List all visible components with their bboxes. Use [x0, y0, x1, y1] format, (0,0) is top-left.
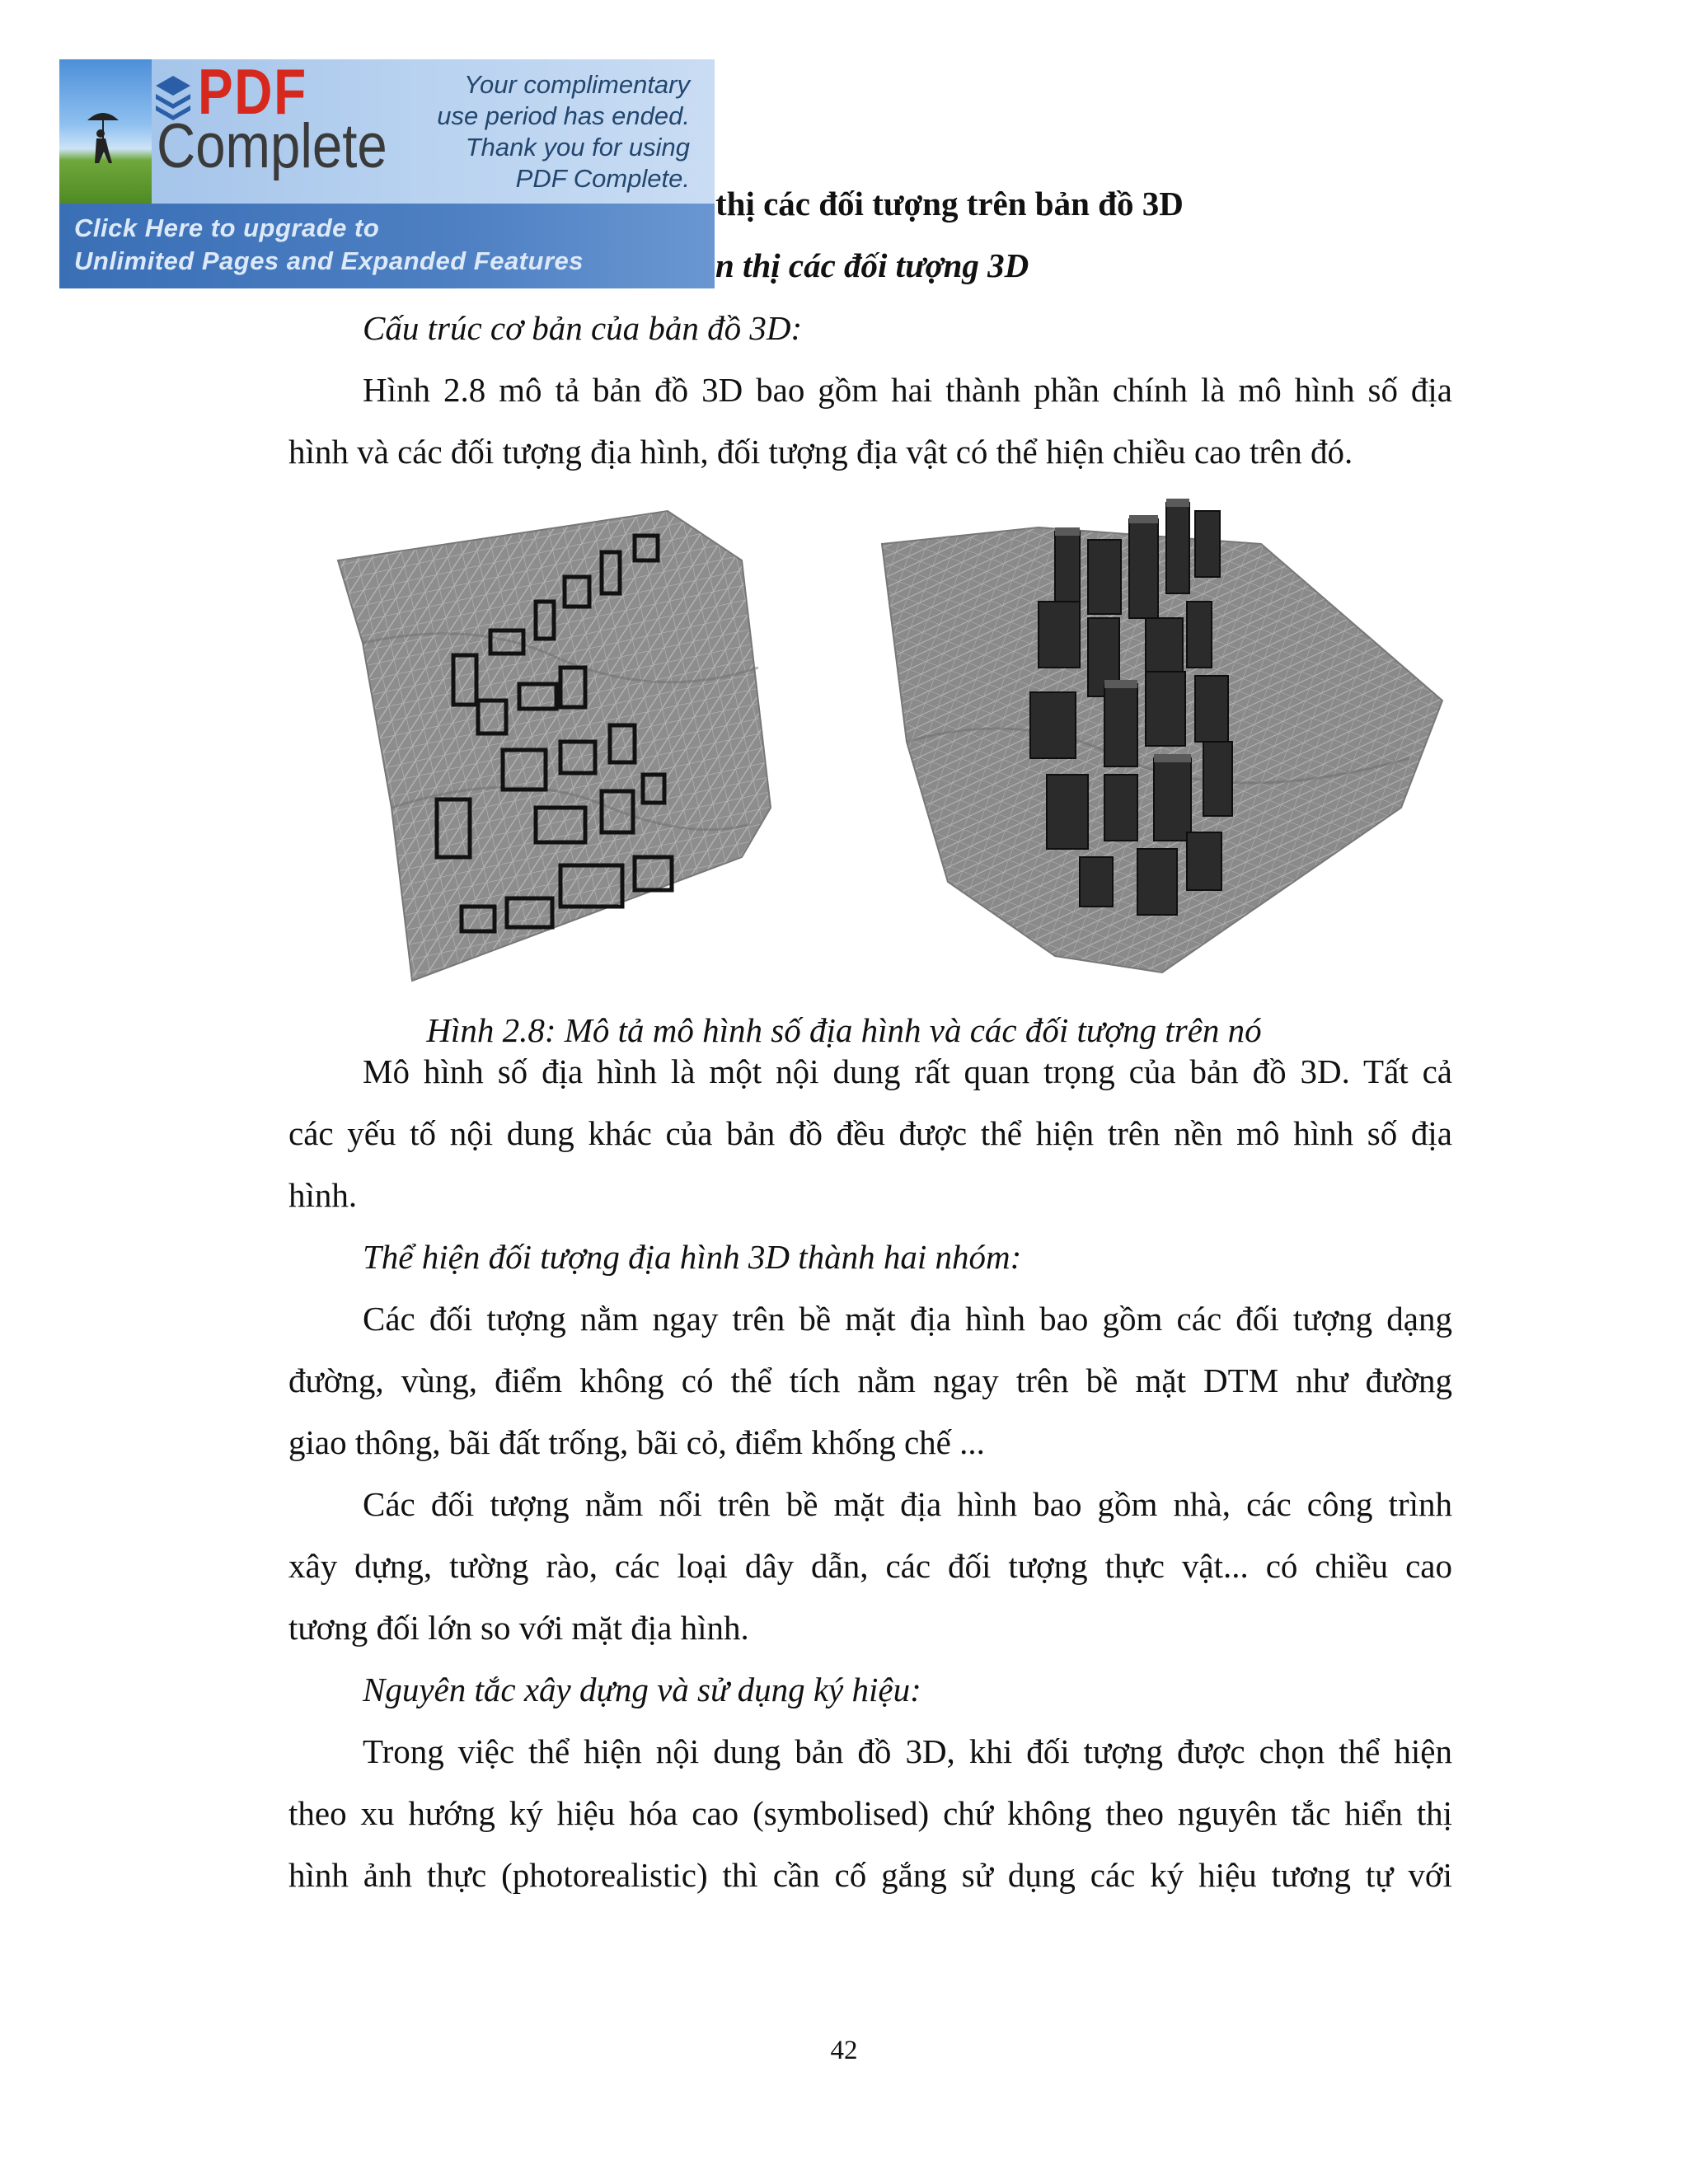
- banner-message-line: use period has ended.: [437, 101, 690, 130]
- paragraph-line: Hình 2.8 mô tả bản đồ 3D bao gồm hai thành phần chính là mô hình số địa: [363, 371, 1452, 409]
- paragraph-line: theo xu hướng ký hiệu hóa cao (symbolised) chứ không theo nguyên tắc hiển thị: [288, 1794, 1452, 1832]
- subheading-groups: Thể hiện đối tượng địa hình 3D thành hai nhóm:: [363, 1238, 1022, 1276]
- subheading-symbols: Nguyên tắc xây dựng và sử dụng ký hiệu:: [363, 1671, 921, 1708]
- upgrade-link-line[interactable]: Click Here to upgrade to: [74, 213, 380, 242]
- banner-logo-complete: Complete: [157, 111, 387, 181]
- banner-message-line: Thank you for using: [465, 133, 690, 162]
- banner-message-line: PDF Complete.: [515, 164, 690, 193]
- paragraph-line: hình.: [288, 1176, 358, 1214]
- upgrade-link[interactable]: [59, 204, 715, 288]
- banner-message-line: Your complimentary: [464, 70, 690, 99]
- subheading-structure: Cấu trúc cơ bản của bản đồ 3D:: [363, 309, 803, 347]
- paragraph-line: hình ảnh thực (photorealistic) thì cần cố gắng sử dụng các ký hiệu tương tự với: [288, 1856, 1452, 1894]
- paragraph-line: các yếu tố nội dung khác của bản đồ đều được thể hiện trên nền mô hình số địa: [288, 1114, 1452, 1152]
- figure-caption: Hình 2.8: Mô tả mô hình số địa hình và các đối tượng trên nó: [426, 1011, 1262, 1049]
- paragraph-line: Trong việc thể hiện nội dung bản đồ 3D, khi đối tượng được chọn thể hiện: [363, 1732, 1452, 1770]
- paragraph-line: tương đối lớn so với mặt địa hình.: [288, 1609, 749, 1647]
- pdf-complete-banner[interactable]: [59, 59, 715, 288]
- paragraph-line: hình và các đối tượng địa hình, đối tượng địa vật có thể hiện chiều cao trên đó.: [288, 433, 1353, 471]
- banner-message: [410, 69, 690, 194]
- terrain-model-right: [882, 499, 1442, 972]
- paragraph-line: Các đối tượng nằm nổi trên bề mặt địa hình bao gồm nhà, các công trình: [363, 1485, 1452, 1523]
- umbrella-person-icon: [84, 109, 122, 166]
- upgrade-link-line[interactable]: Unlimited Pages and Expanded Features: [74, 246, 584, 275]
- page-number: 42: [830, 2036, 858, 2065]
- terrain-figure: [313, 494, 1467, 989]
- paragraph-line: giao thông, bãi đất trống, bãi cỏ, điểm khống chế ...: [288, 1423, 985, 1461]
- paragraph-line: Các đối tượng nằm ngay trên bề mặt địa hình bao gồm các đối tượng dạng: [363, 1300, 1452, 1338]
- section-heading: thị các đối tượng trên bản đồ 3D: [715, 185, 1184, 223]
- paragraph-line: đường, vùng, điểm không có thể tích nằm ngay trên bề mặt DTM như đường: [288, 1361, 1452, 1399]
- paragraph-line: xây dựng, tường rào, các loại dây dẫn, các đối tượng thực vật... có chiều cao: [288, 1547, 1452, 1585]
- subsection-heading: n thị các đối tượng 3D: [715, 246, 1029, 284]
- banner-photo: [59, 59, 152, 204]
- banner-logo-pdf: PDF: [198, 59, 307, 128]
- paragraph-line: Mô hình số địa hình là một nội dung rất quan trọng của bản đồ 3D. Tất cả: [363, 1052, 1452, 1090]
- terrain-model-left: [338, 511, 771, 981]
